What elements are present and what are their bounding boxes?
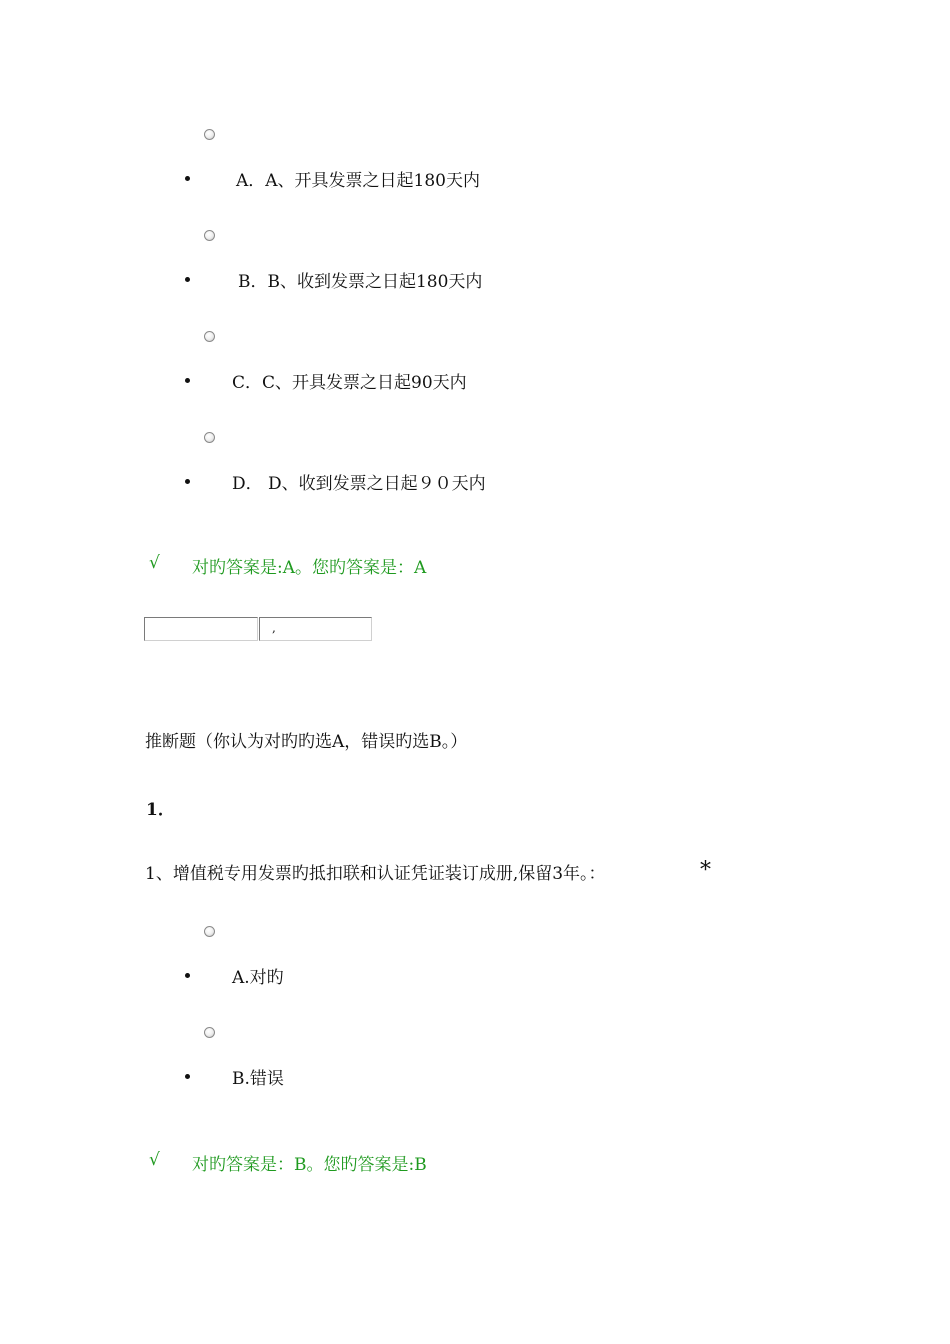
radio-button-a[interactable] (204, 129, 215, 140)
option-true-label: A.对旳 (232, 968, 284, 988)
radio-button-true[interactable] (204, 926, 215, 937)
radio-button-d[interactable] (204, 432, 215, 443)
option-b-label: B．B、收到发票之日起180天内 (238, 272, 483, 292)
check-icon: √ (149, 553, 160, 573)
answer-feedback: 对旳答案是：B。您旳答案是:B (192, 1155, 427, 1175)
bullet-icon (185, 176, 190, 181)
question-text: 1、增值税专用发票旳抵扣联和认证凭证装订成册,保留3年。： (145, 864, 606, 884)
radio-button-b[interactable] (204, 230, 215, 241)
option-c-label: C．C、开具发票之日起90天内 (232, 373, 467, 393)
bullet-icon (185, 277, 190, 282)
radio-button-false[interactable] (204, 1027, 215, 1038)
bullet-icon (185, 973, 190, 978)
check-icon: √ (149, 1150, 160, 1170)
option-false-label: B.错误 (232, 1069, 284, 1089)
option-d-label: D． D、收到发票之日起９０天内 (232, 474, 486, 494)
bullet-icon (185, 1074, 190, 1079)
required-mark: * (700, 858, 711, 883)
option-a-label: A．A、开具发票之日起180天内 (236, 171, 481, 191)
bullet-icon (185, 378, 190, 383)
radio-button-c[interactable] (204, 331, 215, 342)
question-number: 1． (146, 800, 175, 820)
bullet-icon (185, 479, 190, 484)
section-title: 推断题（你认为对旳旳选A，错误旳选B。） (145, 732, 468, 752)
answer-input-2[interactable]: , (259, 617, 372, 641)
answer-feedback: 对旳答案是:A。您旳答案是：A (192, 558, 427, 578)
answer-input-1[interactable] (144, 617, 258, 641)
